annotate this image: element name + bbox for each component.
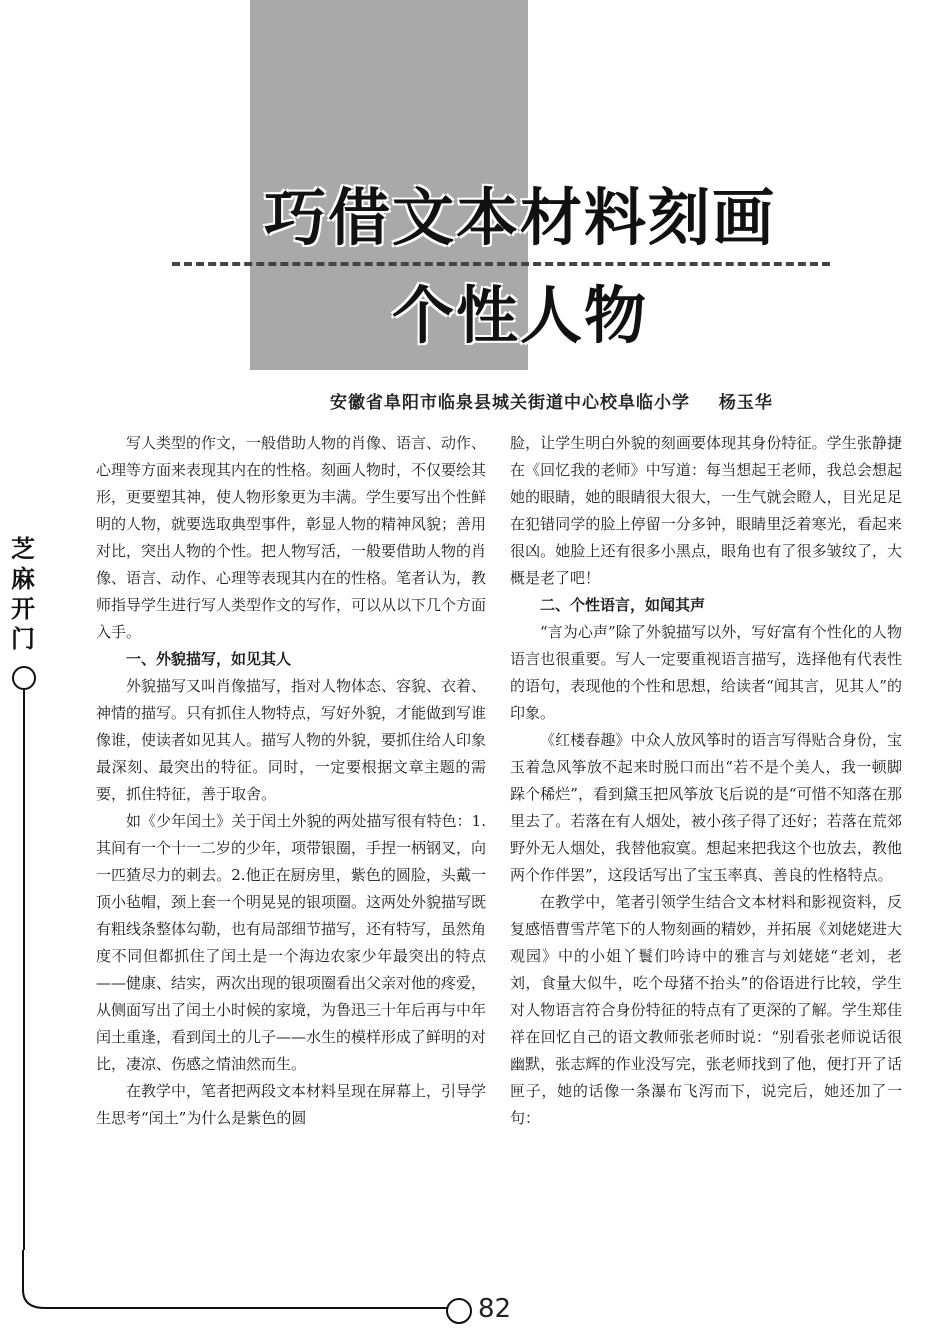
paragraph: 在教学中，笔者把两段文本材料呈现在屏幕上，引导学生思考“闰土”为什么是紫色的圆 <box>96 1082 487 1127</box>
byline-organization: 安徽省阜阳市临泉县城关街道中心校阜临小学 <box>330 393 690 413</box>
sidebar-circle-ornament <box>12 666 36 690</box>
byline <box>330 388 870 413</box>
left-text-column <box>96 430 486 1132</box>
paragraph-continued: 脸，让学生明白外貌的刻画要体现其身份特征。学生张静捷在《回忆我的老师》中写道：每当想起王老师，我总会想起她的眼睛，她的眼睛很大很大，一生气就会瞪人，目光足足在犯错同学的脸上停留一分多钟，眼睛里泛着寒光，看起来很凶。她脸上还有很多小黑点，眼角也有了很多皱纹了，大概是老了吧！ <box>510 434 902 587</box>
bottom-curve-ornament <box>0 1250 460 1344</box>
title-dashed-divider <box>172 262 830 266</box>
article-title-line-1: 巧借文本材料刻画 <box>263 181 776 254</box>
section-label <box>6 534 40 654</box>
byline-author: 杨玉华 <box>718 393 773 413</box>
right-text-column <box>510 430 902 1132</box>
sidebar-vertical-line <box>23 690 25 1250</box>
paragraph: 外貌描写又叫肖像描写，指对人物体态、容貌、衣着、神情的描写。只有抓住人物特点，写好外貌，才能做到写谁像谁，使读者如见其人。描写人物的外貌，要抓住给人印象最深刻、最突出的特征。同时，一定要根据文章主题的需要，抓住特征，善于取舍。 <box>96 677 487 803</box>
paragraph: 写人类型的作文，一般借助人物的肖像、语言、动作、心理等方面来表现其内在的性格。刻画人物时，不仅要绘其形，更要塑其神，使人物形象更为丰满。学生要写出个性鲜明的人物，就要选取典型事件，彰显人物的精神风貌；善用对比，突出人物的个性。把人物写活，一般要借助人物的肖像、语言、动作、心理等表现其内在的性格。笔者认为，教师指导学生进行写人类型作文的写作，可以从以下几个方面入手。 <box>96 434 487 641</box>
paragraph: 如《少年闰土》关于闰土外貌的两处描写很有特色：1.其间有一个十一二岁的少年，项带银圈，手捏一柄钢叉，向一匹猹尽力的刺去。2.他正在厨房里，紫色的圆脸，头戴一顶小毡帽，颈上套一个明晃晃的银项圈。这两处外貌描写既有粗线条整体勾勒，也有局部细节描写，还有特写，虽然角度不同但都抓住了闰土是一个海边农家少年最突出的特点——健康、结实，两次出现的银项圈看出父亲对他的疼爱，从侧面写出了闰土小时候的家境，为鲁迅三十年后再与中年闰土重逢，看到闰土的儿子——水生的模样形成了鲜明的对比，凄凉、伤感之情油然而生。 <box>96 812 487 1073</box>
section-label-text: 芝麻开门 <box>11 535 35 653</box>
paragraph: “言为心声”除了外貌描写以外，写好富有个性化的人物语言也很重要。写人一定要重视语言描写，选择他有代表性的语句，表现他的个性和思想，给读者“闻其言，见其人”的印象。 <box>510 623 902 722</box>
article-title-line-2: 个性人物 <box>391 279 648 352</box>
paragraph: 在教学中，笔者引领学生结合文本材料和影视资料，反复感悟曹雪芹笔下的人物刻画的精妙，并拓展《刘姥姥进大观园》中的小姐丫鬟们吟诗中的雅言与刘姥姥“老刘，老刘，食量大似牛，吃个母猪不抬头”的俗语进行比较，学生对人物语言符合身份特征的特点有了更深的了解。学生郑佳祥在回忆自己的语文教师张老师时说：“别看张老师说话很幽默，张志辉的作业没写完，张老师找到了他，便打开了话匣子，她的话像一条瀑布飞泻而下，说完后，她还加了一句： <box>510 893 902 1127</box>
paragraph: 《红楼春趣》中众人放风筝时的语言写得贴合身份，宝玉着急风筝放不起来时脱口而出“若不是个美人，我一顿脚跺个稀烂”，看到黛玉把风筝放飞后说的是“可惜不知落在那里去了。若落在有人烟处，被小孩子得了还好；若落在荒郊野外无人烟处，我替他寂寞。想起来把我这个也放去，教他两个作伴罢”，这段话写出了宝玉率真、善良的性格特点。 <box>510 731 902 884</box>
page-number: 82 <box>478 1294 512 1324</box>
section-heading: 一、外貌描写，如见其人 <box>126 650 292 668</box>
section-heading: 二、个性语言，如闻其声 <box>540 596 706 614</box>
page-number-circle <box>446 1298 472 1324</box>
